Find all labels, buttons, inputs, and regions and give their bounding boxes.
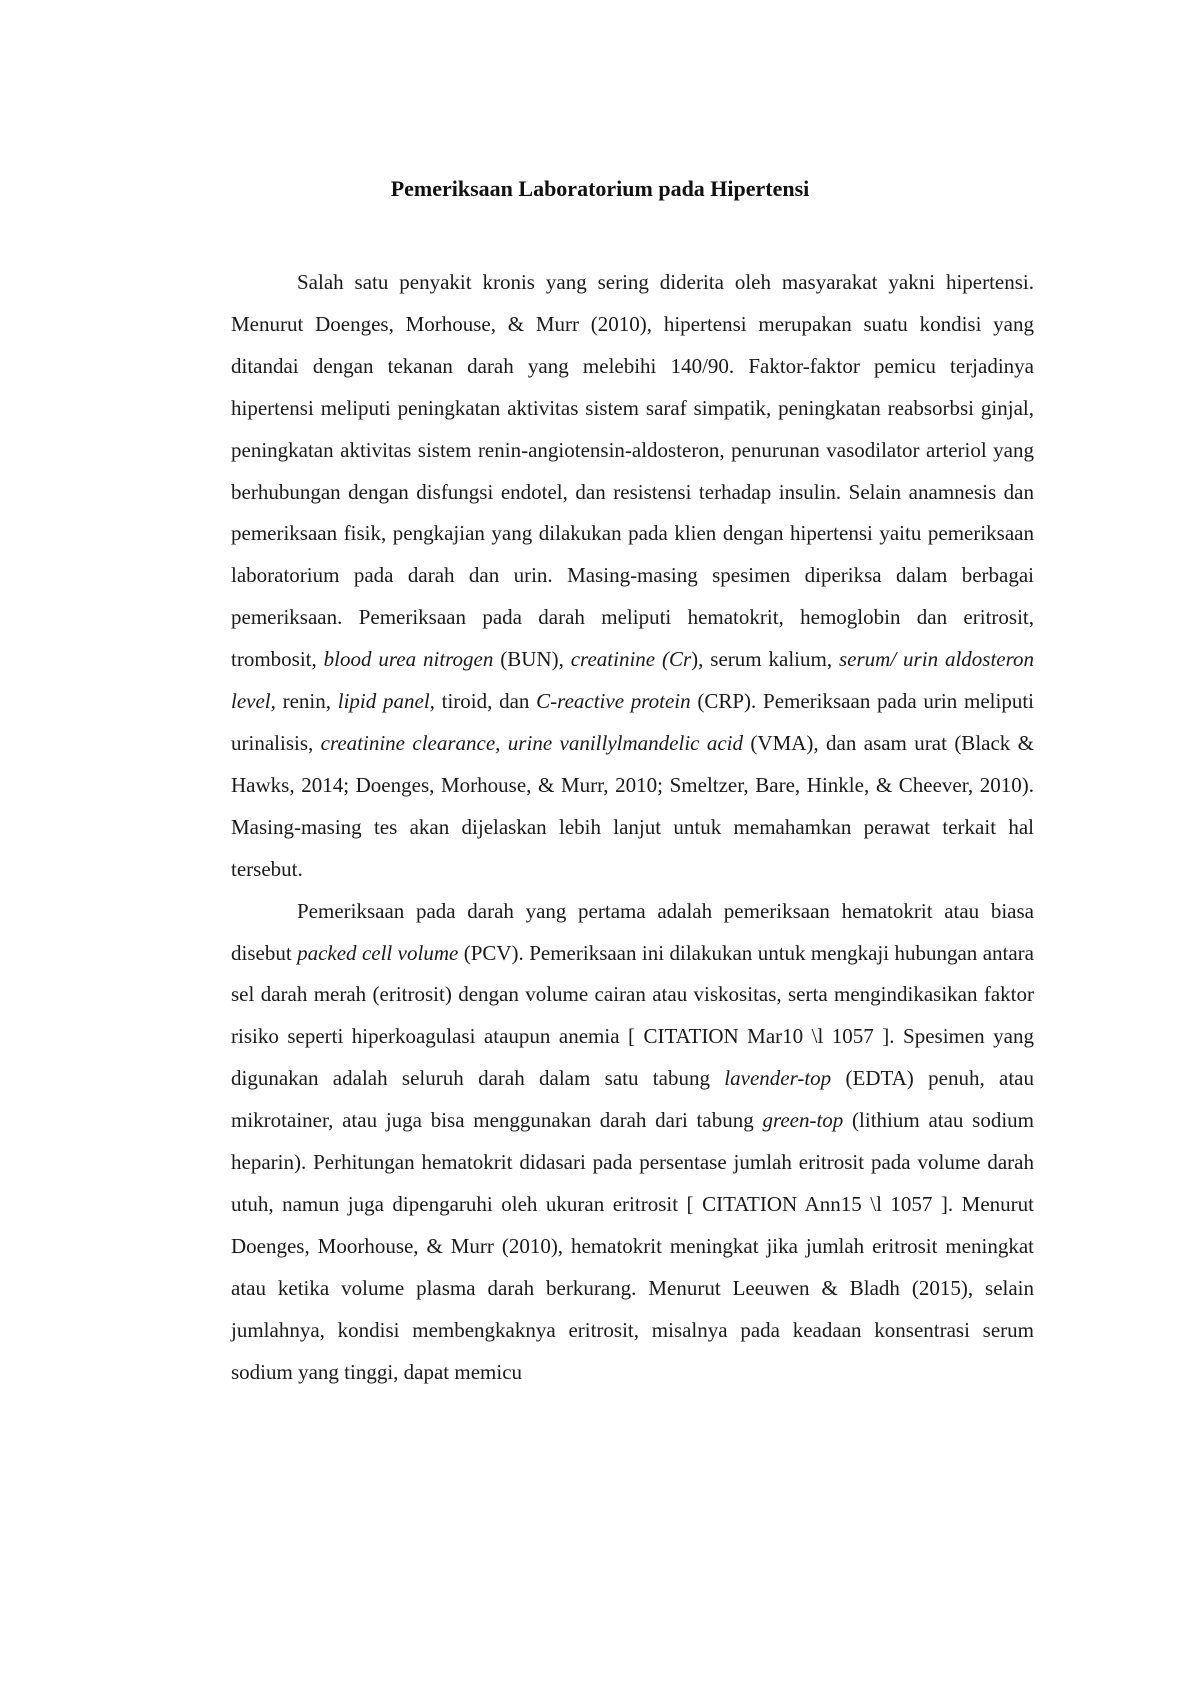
- italic-term: , lipid panel,: [325, 689, 435, 714]
- text-run: renin: [275, 689, 326, 714]
- text-run: Pemeriksaan pada darah yang pertama adalah pemeriksaan hematokrit atau biasa disebut: [231, 898, 1034, 965]
- italic-term: green-top: [762, 1108, 844, 1133]
- document-body: [231, 262, 1034, 1393]
- italic-term: creatinine (Cr: [570, 647, 692, 672]
- text-run: ), serum kalium,: [691, 647, 839, 672]
- text-run: (BUN),: [493, 647, 571, 672]
- italic-term: creatinine clearance, urine vanillylmandelic acid: [320, 730, 744, 755]
- document-title: Pemeriksaan Laboratorium pada Hipertensi: [390, 176, 810, 201]
- text-run: (PCV). Pemeriksaan ini dilakukan untuk mengkaji hubungan antara sel darah merah (eritrosit) dengan volume cairan atau viskositas, serta mengindikasikan faktor risiko seperti hiperkoagulasi ataupun anemia [ CITATION Mar10 \l 1057 ]. Spesimen yang digunakan adalah seluruh darah dalam satu tabung: [231, 940, 1034, 1091]
- italic-term: serum/ urin aldosteron level,: [231, 647, 1035, 714]
- text-run: Salah satu penyakit kronis yang sering diderita oleh masyarakat yakni hipertensi. Menurut Doenges, Morhouse, & Murr (2010), hipertensi merupakan suatu kondisi yang ditandai dengan tekanan darah yang melebihi 140/90. Faktor-faktor pemicu terjadinya hipertensi meliputi peningkatan aktivitas sistem saraf simpatik, peningkatan reabsorbsi ginjal, peningkatan aktivitas sistem renin-angiotensin-aldosteron, penurunan vasodilator arteriol yang berhubungan dengan disfungsi endotel, dan resistensi terhadap insulin. Selain anamnesis dan pemeriksaan fisik, pengkajian yang dilakukan pada klien dengan hipertensi yaitu pemeriksaan laboratorium pada darah dan urin. Masing-masing spesimen diperiksa dalam berbagai pemeriksaan. Pemeriksaan pada darah meliputi hematokrit, hemoglobin dan eritrosit, trombosit,: [231, 270, 1034, 672]
- text-run: (lithium atau sodium heparin). Perhitungan hematokrit didasari pada persentase jumlah eritrosit pada volume darah utuh, namun juga dipengaruhi oleh ukuran eritrosit [ CITATION Ann15 \l 1057 ]. Menurut Doenges, Moorhouse, & Murr (2010), hematokrit meningkat jika jumlah eritrosit meningkat atau ketika volume plasma darah berkurang. Menurut Leeuwen & Bladh (2015), selain jumlahnya, kondisi membengkaknya eritrosit, misalnya pada keadaan konsentrasi serum sodium yang tinggi, dapat memicu: [231, 1108, 1034, 1384]
- text-run: (CRP). Pemeriksaan pada urin meliputi urinalisis,: [231, 689, 1034, 755]
- italic-term: lavender-top: [724, 1066, 832, 1091]
- paragraph-2: [231, 891, 1034, 1394]
- italic-term: blood urea nitrogen: [323, 647, 494, 672]
- text-run: (EDTA) penuh, atau mikrotainer, atau juga bisa menggunakan darah dari tabung: [231, 1066, 1034, 1133]
- text-run: tiroid, dan: [434, 689, 537, 714]
- text-run: (VMA), dan asam urat (Black & Hawks, 2014; Doenges, Morhouse, & Murr, 2010; Smeltzer, Bare, Hinkle, & Cheever, 2010). Masing-masing tes akan dijelaskan lebih lanjut untuk memahamkan perawat terkait hal tersebut.: [231, 730, 1035, 881]
- paragraph-1: [231, 262, 1034, 891]
- italic-term: C-reactive protein: [536, 689, 691, 714]
- italic-term: packed cell volume: [297, 940, 459, 965]
